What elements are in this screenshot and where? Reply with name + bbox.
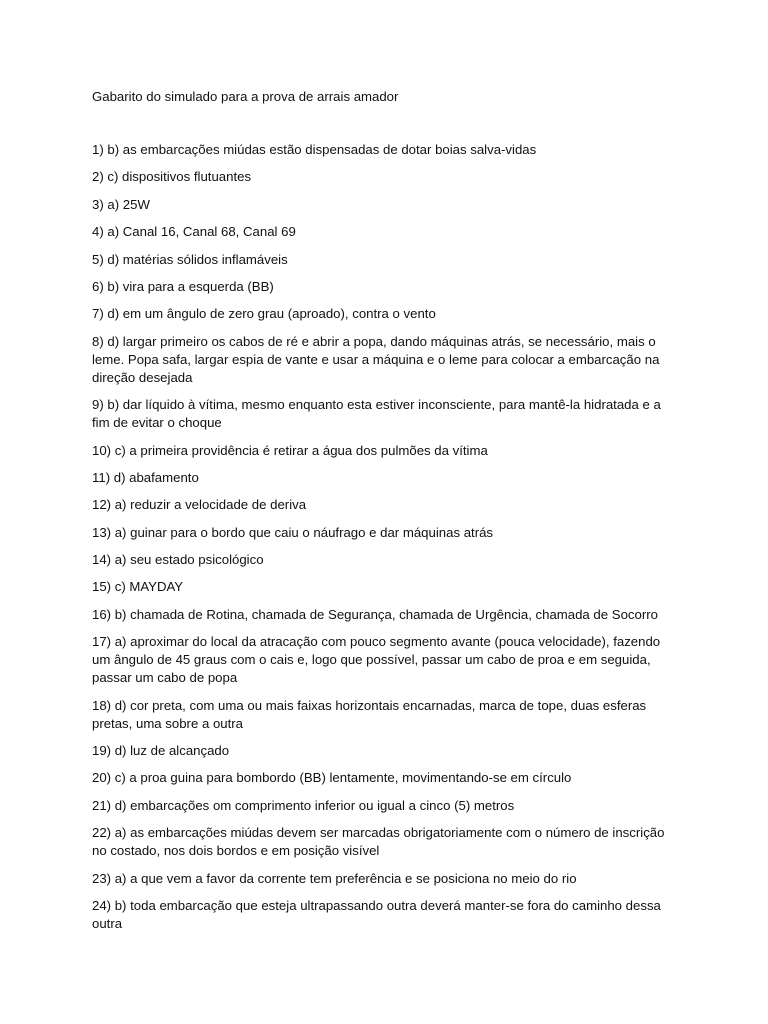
answer-item-20: 20) c) a proa guina para bombordo (BB) lentamente, movimentando-se em círculo	[92, 770, 572, 786]
answer-item-15: 15) c) MAYDAY	[92, 579, 184, 595]
answer-item-19: 19) d) luz de alcançado	[92, 743, 230, 759]
answer-item-6: 6) b) vira para a esquerda (BB)	[92, 278, 274, 294]
answer-item-2: 2) c) dispositivos flutuantes	[92, 169, 252, 185]
answer-item-17: 17) a) aproximar do local da atracação com pouco segmento avante (pouca velocidade), fazendo um ângulo de 45 graus com o cais e, logo que possível, passar um cabo de proa e em seguida, passar um cabo de popa	[92, 634, 661, 686]
answer-item-12: 12) a) reduzir a velocidade de deriva	[92, 497, 307, 513]
answer-item-1: 1) b) as embarcações miúdas estão dispensadas de dotar boias salva-vidas	[92, 142, 537, 157]
answer-item-3: 3) a) 25W	[92, 196, 150, 212]
document-title: Gabarito do simulado para a prova de arrais amador	[92, 89, 399, 104]
answer-item-7: 7) d) em um ângulo de zero grau (aproado), contra o vento	[92, 306, 436, 322]
answer-item-13: 13) a) guinar para o bordo que caiu o náufrago e dar máquinas atrás	[92, 524, 494, 540]
answer-item-18: 18) d) cor preta, com uma ou mais faixas horizontais encarnadas, marca de tope, duas esferas pretas, uma sobre a outra	[92, 697, 647, 731]
answer-item-23: 23) a) a que vem a favor da corrente tem preferência e se posiciona no meio do rio	[92, 870, 577, 886]
answer-item-4: 4) a) Canal 16, Canal 68, Canal 69	[92, 224, 296, 240]
answer-item-22: 22) a) as embarcações miúdas devem ser marcadas obrigatoriamente com o número de inscrição no costado, nos dois bordos e em posição visível	[92, 825, 665, 859]
answer-item-16: 16) b) chamada de Rotina, chamada de Segurança, chamada de Urgência, chamada de Socorro	[92, 606, 658, 622]
answer-item-5: 5) d) matérias sólidos inflamáveis	[92, 251, 288, 267]
answer-item-14: 14) a) seu estado psicológico	[92, 552, 264, 568]
answer-item-8: 8) d) largar primeiro os cabos de ré e abrir a popa, dando máquinas atrás, se necessário, mais o leme. Popa safa, largar espia de vante e usar a máquina e o leme para colocar a embarcação na direção desejada	[92, 333, 660, 385]
answer-item-10: 10) c) a primeira providência é retirar a água dos pulmões da vítima	[92, 442, 488, 458]
answer-item-21: 21) d) embarcações om comprimento inferior ou igual a cinco (5) metros	[92, 797, 515, 813]
answer-list	[92, 141, 676, 933]
answer-item-11: 11) d) abafamento	[92, 469, 199, 485]
answer-item-9: 9) b) dar líquido à vítima, mesmo enquanto esta estiver inconsciente, para mantê-la hidratada e a fim de evitar o choque	[92, 397, 661, 431]
answer-item-24: 24) b) toda embarcação que esteja ultrapassando outra deverá manter-se fora do caminho dessa outra	[92, 897, 661, 931]
